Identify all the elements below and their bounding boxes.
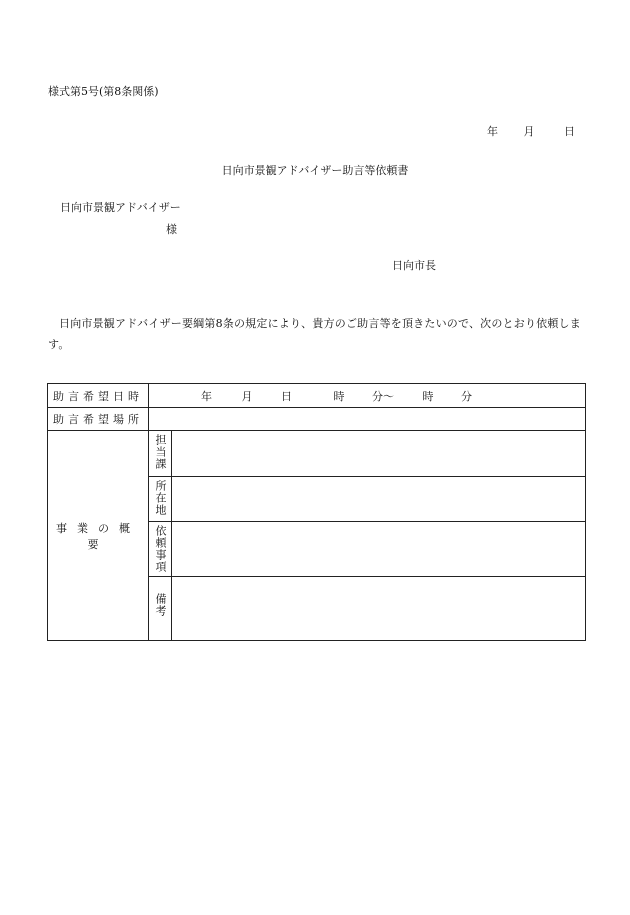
remarks-label: 備考 <box>154 593 167 617</box>
form-number: 様式第5号(第8条関係) <box>48 85 159 98</box>
row-place <box>48 408 586 431</box>
remarks-field[interactable] <box>172 577 586 641</box>
department-label-cell <box>149 431 172 477</box>
dt-hour-from: 時 <box>333 389 345 403</box>
document-title: 日向市景観アドバイザー助言等依頼書 <box>221 164 409 177</box>
dt-hour-to: 時 <box>422 389 434 403</box>
date-month: 月 <box>523 125 535 138</box>
addressee-honorific: 様 <box>166 223 177 236</box>
dt-day: 日 <box>281 389 292 403</box>
row-department <box>48 431 586 477</box>
row-datetime <box>48 384 586 408</box>
department-field[interactable] <box>172 431 586 477</box>
dt-minute-to: 分 <box>461 389 472 403</box>
sender-name: 日向市長 <box>392 259 436 272</box>
location-field[interactable] <box>172 477 586 522</box>
addressee-name: 日向市景観アドバイザー <box>60 201 181 214</box>
overview-label: 事業の概要 <box>48 431 149 641</box>
request-label-cell <box>149 522 172 577</box>
dt-year: 年 <box>201 389 212 403</box>
location-label: 所在地 <box>154 480 167 516</box>
datetime-label: 助言希望日時 <box>48 384 149 408</box>
dt-minute-from: 分～ <box>372 389 394 403</box>
request-table <box>47 383 586 641</box>
place-field[interactable] <box>149 408 586 431</box>
remarks-label-cell <box>149 577 172 641</box>
location-label-cell <box>149 477 172 522</box>
place-label: 助言希望場所 <box>48 408 149 431</box>
dt-month: 月 <box>241 389 253 403</box>
datetime-field[interactable] <box>149 384 586 408</box>
department-label: 担当課 <box>154 434 167 470</box>
request-field[interactable] <box>172 522 586 577</box>
date-year: 年 <box>487 125 498 138</box>
date-line <box>487 123 575 139</box>
date-day: 日 <box>564 125 575 138</box>
request-label: 依頼事項 <box>154 525 167 573</box>
body-text: 日向市景観アドバイザー要綱第8条の規定により、貴方のご助言等を頂きたいので、次のとおり依頼します。 <box>48 317 581 351</box>
